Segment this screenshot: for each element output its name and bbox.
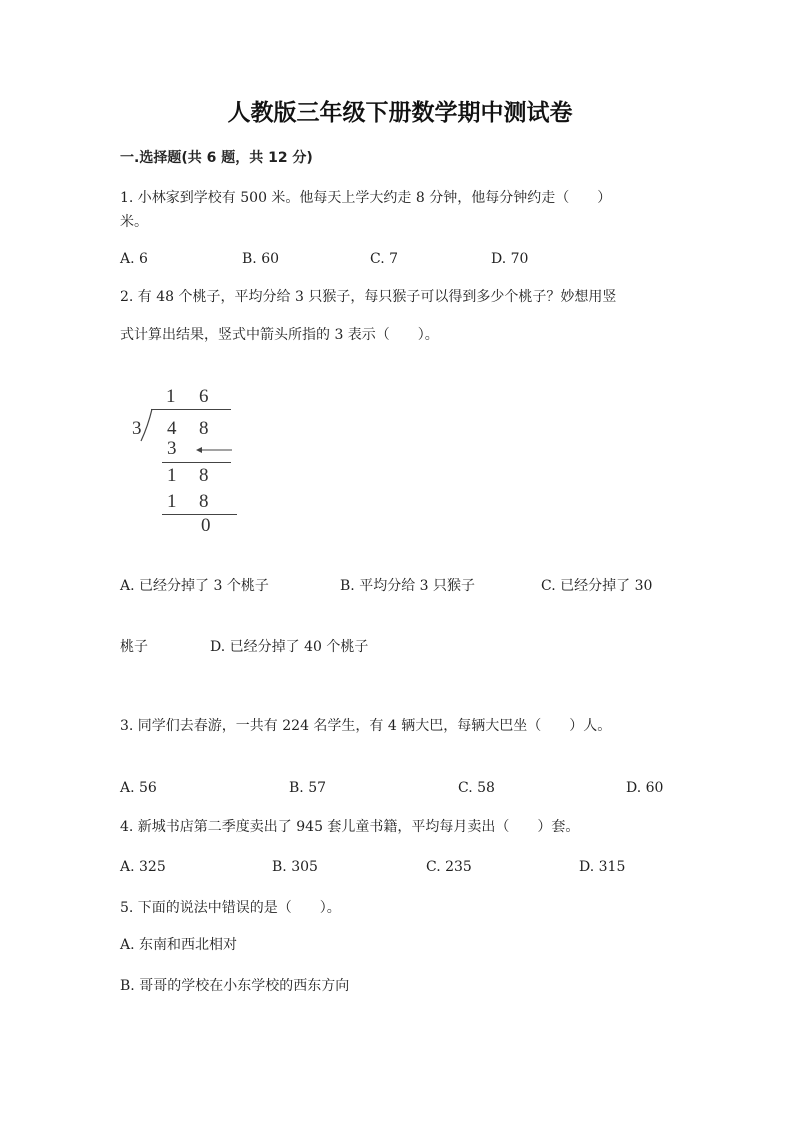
question-2-option-c: C. 已经分掉了 30 bbox=[541, 578, 653, 594]
question-4-option-d: D. 315 bbox=[579, 859, 626, 875]
question-4-line-1: 4. 新城书店第二季度卖出了 945 套儿童书籍，平均每月卖出（ ）套。 bbox=[120, 819, 580, 835]
first-subtraction-digit: 3 bbox=[167, 438, 177, 459]
quotient-digit-tens: 1 bbox=[166, 386, 176, 407]
divisor: 3 bbox=[132, 418, 142, 439]
subtraction-line-1 bbox=[162, 462, 231, 463]
arrow-left-icon bbox=[194, 444, 234, 456]
question-3-option-b: B. 57 bbox=[289, 780, 327, 796]
question-3-option-c: C. 58 bbox=[458, 780, 495, 796]
question-2-option-b: B. 平均分给 3 只猴子 bbox=[340, 578, 475, 594]
question-5-option-b: B. 哥哥的学校在小东学校的西东方向 bbox=[120, 978, 350, 994]
question-2-line-2: 式计算出结果，竖式中箭头所指的 3 表示（ ）。 bbox=[120, 327, 439, 343]
question-3-line-1: 3. 同学们去春游，一共有 224 名学生，有 4 辆大巴，每辆大巴坐（ ）人。 bbox=[120, 718, 612, 734]
dividend-digit-tens: 4 bbox=[167, 418, 177, 439]
question-1-line-1: 1. 小林家到学校有 500 米。他每天上学大约走 8 分钟，他每分钟约走（ ） bbox=[120, 190, 612, 206]
question-5-option-a: A. 东南和西北相对 bbox=[120, 937, 238, 953]
question-1-option-c: C. 7 bbox=[370, 251, 399, 267]
question-1-option-b: B. 60 bbox=[242, 251, 280, 267]
question-3-option-a: A. 56 bbox=[120, 780, 157, 796]
division-bracket bbox=[140, 408, 154, 442]
step-three-digit-tens: 1 bbox=[167, 491, 177, 512]
dividend-digit-ones: 8 bbox=[199, 418, 209, 439]
quotient-digit-ones: 6 bbox=[199, 386, 209, 407]
question-1-option-d: D. 70 bbox=[491, 251, 529, 267]
question-3-option-d: D. 60 bbox=[626, 780, 664, 796]
division-bar bbox=[151, 409, 231, 410]
question-1-line-2: 米。 bbox=[120, 214, 148, 230]
question-4-option-b: B. 305 bbox=[272, 859, 318, 875]
section-heading: 一.选择题(共 6 题，共 12 分) bbox=[120, 150, 313, 166]
question-2-line-1: 2. 有 48 个桃子，平均分给 3 只猴子，每只猴子可以得到多少个桃子？妙想用竖 bbox=[120, 289, 617, 305]
question-2-option-a: A. 已经分掉了 3 个桃子 bbox=[120, 578, 269, 594]
page-title: 人教版三年级下册数学期中测试卷 bbox=[227, 100, 573, 126]
remainder: 0 bbox=[201, 515, 211, 536]
question-4-option-c: C. 235 bbox=[426, 859, 472, 875]
question-2-option-c-continued: 桃子 bbox=[120, 639, 148, 655]
step-three-digit-ones: 8 bbox=[199, 491, 209, 512]
question-4-option-a: A. 325 bbox=[120, 859, 166, 875]
step-two-digit-ones: 8 bbox=[199, 465, 209, 486]
question-1-option-a: A. 6 bbox=[120, 251, 148, 267]
subtraction-line-2 bbox=[162, 514, 237, 515]
question-2-option-d: D. 已经分掉了 40 个桃子 bbox=[210, 639, 369, 655]
question-5-line-1: 5. 下面的说法中错误的是（ ）。 bbox=[120, 900, 341, 916]
step-two-digit-tens: 1 bbox=[167, 465, 177, 486]
